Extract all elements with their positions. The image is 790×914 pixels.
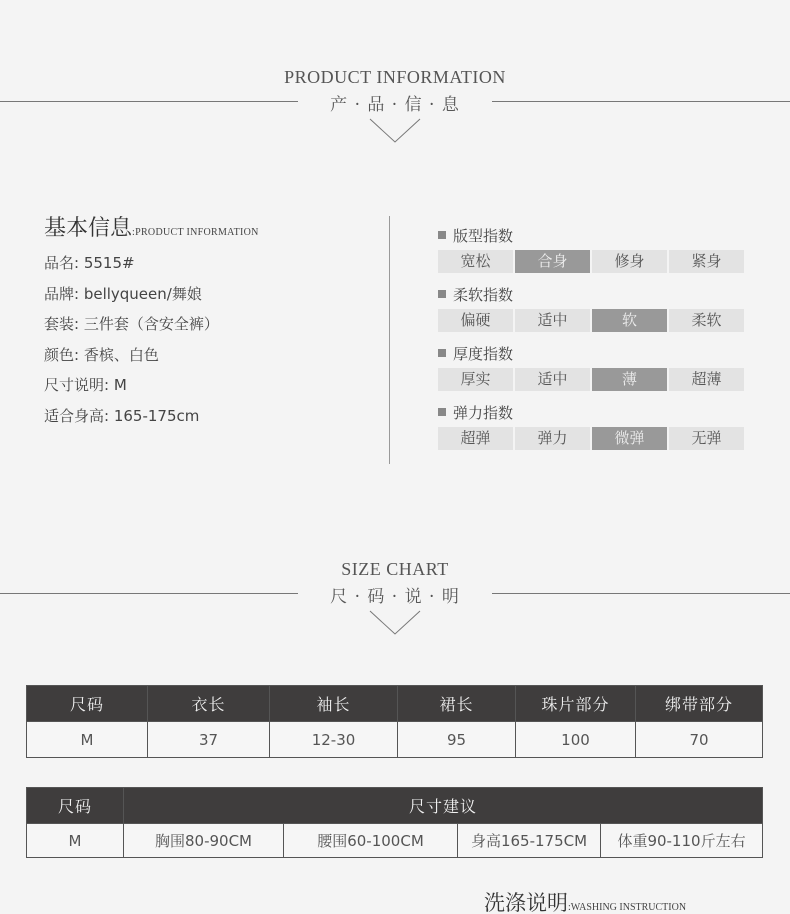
size-table: [26, 685, 763, 758]
table-cell: 70: [636, 722, 763, 758]
product-height: 适合身高: 165-175cm: [44, 406, 200, 425]
washing-title-en: :WASHING INSTRUCTION: [568, 902, 687, 913]
table-row: [27, 824, 763, 858]
index-option: 修身: [592, 250, 667, 273]
table-header-row: [27, 686, 763, 722]
product-brand: 品牌: bellyqueen/舞娘: [44, 284, 202, 303]
product-info-title-en: PRODUCT INFORMATION: [284, 67, 506, 87]
table-header-cell: 袖长: [270, 686, 398, 722]
divider-line: [492, 593, 790, 594]
divider-line: [0, 101, 298, 102]
square-bullet-icon: [438, 231, 446, 239]
table-cell: 37: [148, 722, 270, 758]
table-header-cell: 尺寸建议: [124, 788, 763, 824]
product-size: 尺寸说明: M: [44, 376, 127, 394]
index-title: 柔软指数: [453, 286, 514, 304]
index-option-selected: 微弹: [592, 427, 667, 450]
size-chart-title-en: SIZE CHART: [341, 559, 449, 579]
square-bullet-icon: [438, 408, 446, 416]
table-header-cell: 绑带部分: [636, 686, 763, 722]
index-option: 适中: [515, 368, 590, 391]
basic-info-title-cn: 基本信息: [44, 216, 133, 241]
table-cell: M: [27, 824, 124, 858]
index-thickness: [438, 344, 748, 396]
washing-instruction-header: [484, 887, 686, 914]
product-indices: [438, 226, 748, 462]
size-suggestion-table: [26, 787, 763, 858]
table-cell: M: [27, 722, 148, 758]
product-color: 颜色: 香槟、白色: [44, 345, 159, 364]
square-bullet-icon: [438, 290, 446, 298]
table-cell: 95: [398, 722, 516, 758]
index-title: 厚度指数: [453, 345, 514, 363]
table-header-cell: 衣长: [148, 686, 270, 722]
table-header-cell: 尺码: [27, 686, 148, 722]
index-elasticity: [438, 403, 748, 455]
index-fit: [438, 226, 748, 278]
index-option-selected: 合身: [515, 250, 590, 273]
product-info-title-cn: 产 · 品 · 信 · 息: [330, 95, 460, 115]
index-title: 弹力指数: [453, 404, 514, 422]
table-row: [27, 722, 763, 758]
vertical-divider: [389, 216, 390, 464]
table-header-cell: 裙长: [398, 686, 516, 722]
index-option: 无弹: [669, 427, 744, 450]
table-cell: 12-30: [270, 722, 398, 758]
table-cell: 胸围80-90CM: [124, 824, 284, 858]
product-info-header: [0, 66, 790, 144]
table-cell: 体重90-110斤左右: [601, 824, 763, 858]
table-cell: 腰围60-100CM: [284, 824, 458, 858]
index-title: 版型指数: [453, 227, 514, 245]
table-cell: 100: [516, 722, 636, 758]
index-option-selected: 薄: [592, 368, 667, 391]
table-cell: 身高165-175CM: [458, 824, 601, 858]
square-bullet-icon: [438, 349, 446, 357]
basic-info-title: [44, 211, 374, 242]
index-option: 偏硬: [438, 309, 513, 332]
washing-title-cn: 洗涤说明: [484, 891, 568, 914]
table-header-row: [27, 788, 763, 824]
index-option: 紧身: [669, 250, 744, 273]
basic-info-title-en: :PRODUCT INFORMATION: [132, 227, 259, 238]
index-softness: [438, 285, 748, 337]
index-option: 柔软: [669, 309, 744, 332]
basic-info-panel: [44, 211, 374, 431]
product-set: 套装: 三件套（含安全裤）: [44, 315, 219, 333]
chevron-down-icon: [369, 610, 421, 636]
chevron-down-icon: [369, 118, 421, 144]
divider-line: [0, 593, 298, 594]
table-header-cell: 珠片部分: [516, 686, 636, 722]
index-option: 超薄: [669, 368, 744, 391]
index-option: 厚实: [438, 368, 513, 391]
index-option: 适中: [515, 309, 590, 332]
index-option-selected: 软: [592, 309, 667, 332]
size-chart-header: [0, 558, 790, 636]
table-header-cell: 尺码: [27, 788, 124, 824]
product-name: 品名: 5515#: [44, 254, 135, 272]
divider-line: [492, 101, 790, 102]
index-option: 弹力: [515, 427, 590, 450]
index-option: 宽松: [438, 250, 513, 273]
index-option: 超弹: [438, 427, 513, 450]
size-chart-title-cn: 尺 · 码 · 说 · 明: [330, 587, 460, 607]
